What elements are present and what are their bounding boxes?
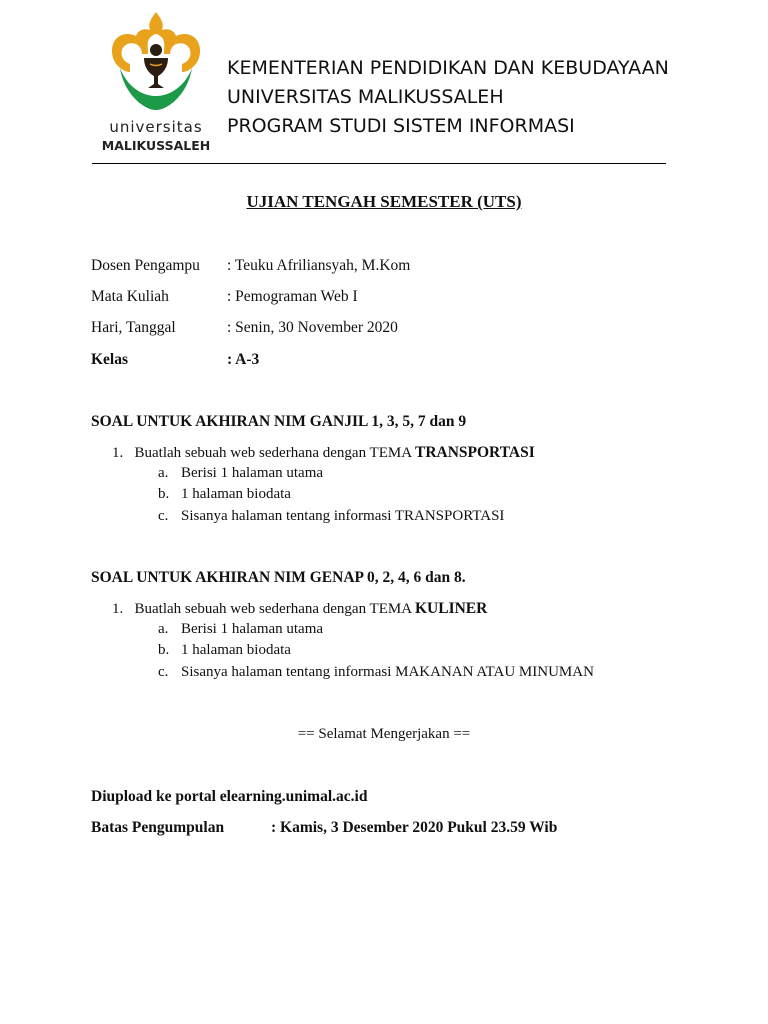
logo-text-universitas: universitas [109, 118, 203, 136]
section-heading-even: SOAL UNTUK AKHIRAN NIM GENAP 0, 2, 4, 6 dan 8. [91, 569, 466, 586]
section-heading-odd: SOAL UNTUK AKHIRAN NIM GANJIL 1, 3, 5, 7 dan 9 [91, 413, 467, 430]
header-divider [92, 163, 666, 164]
list-item-letter: b. [158, 486, 170, 502]
question-even [112, 600, 487, 618]
list-item-letter: a. [158, 621, 169, 637]
question-odd [112, 444, 535, 462]
question-keyword: KULINER [414, 600, 488, 617]
exam-title: UJIAN TENGAH SEMESTER (UTS) [246, 192, 522, 211]
deadline-label: Batas Pengumpulan [91, 819, 225, 836]
info-value-class: : A-3 [227, 351, 260, 368]
list-item-letter: b. [158, 642, 170, 658]
closing-message: == Selamat Mengerjakan == [297, 726, 471, 742]
info-label-class: Kelas [91, 351, 129, 368]
list-item: Berisi 1 halaman utama [181, 465, 324, 481]
question-number: 1. [112, 601, 124, 617]
deadline-value: : Kamis, 3 Desember 2020 Pukul 23.59 Wib [271, 819, 558, 836]
header-university: UNIVERSITAS MALIKUSSALEH [227, 86, 504, 108]
header-program: PROGRAM STUDI SISTEM INFORMASI [227, 115, 575, 137]
university-emblem-icon [100, 6, 212, 118]
question-keyword: TRANSPORTASI [414, 444, 535, 461]
info-label-date: Hari, Tanggal [91, 319, 176, 336]
list-item: 1 halaman biodata [181, 486, 291, 502]
university-logo [100, 6, 212, 156]
question-number: 1. [112, 445, 124, 461]
list-item-letter: c. [158, 664, 169, 680]
info-label-lecturer: Dosen Pengampu [91, 257, 200, 274]
upload-note: Diupload ke portal elearning.unimal.ac.id [91, 788, 368, 805]
list-item-letter: c. [158, 508, 169, 524]
list-item: Berisi 1 halaman utama [181, 621, 324, 637]
question-text: Buatlah sebuah web sederhana dengan TEMA [134, 601, 412, 617]
list-item-letter: a. [158, 465, 169, 481]
info-label-course: Mata Kuliah [91, 288, 169, 305]
question-text: Buatlah sebuah web sederhana dengan TEMA [134, 445, 412, 461]
info-value-course: : Pemograman Web I [227, 288, 358, 305]
list-item: Sisanya halaman tentang informasi TRANSPORTASI [181, 508, 505, 524]
list-item: Sisanya halaman tentang informasi MAKANAN ATAU MINUMAN [181, 664, 594, 680]
info-value-lecturer: : Teuku Afriliansyah, M.Kom [227, 257, 411, 274]
info-value-date: : Senin, 30 November 2020 [227, 319, 398, 336]
header-ministry: KEMENTERIAN PENDIDIKAN DAN KEBUDAYAAN [227, 57, 669, 79]
list-item: 1 halaman biodata [181, 642, 291, 658]
logo-text-malikussaleh: MALIKUSSALEH [101, 138, 211, 153]
